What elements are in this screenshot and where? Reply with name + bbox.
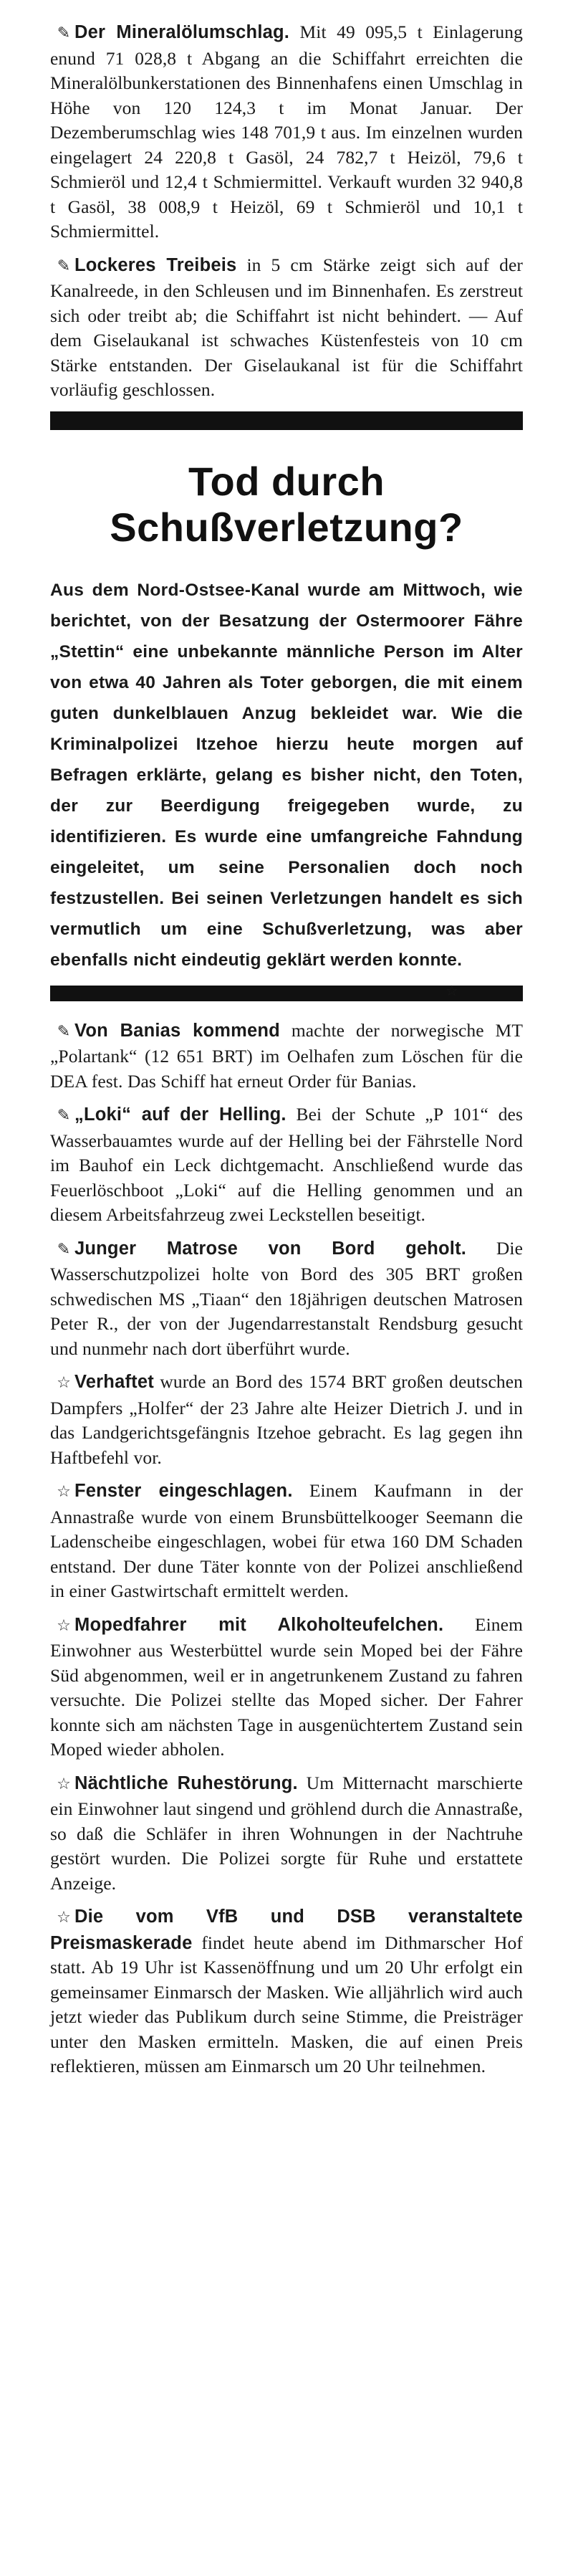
article-box — [50, 458, 523, 999]
item-lead: Fenster eingeschlagen. — [74, 1481, 293, 1501]
item-lead: Von Banias kommend — [74, 1020, 280, 1041]
news-item-mopedfahrer — [50, 1613, 523, 1762]
headline-line-1: Tod durch — [188, 458, 385, 504]
news-item-banias — [50, 1019, 523, 1094]
item-text: Um Mitternacht marschierte ein Einwohner laut singend und gröhlend durch die Annastraße, so daß die Schläfer in ihren Wohnungen in der Nachtruhe gestört wurden. Die Polizei sorgte für Ruhe und erstattete Anzeige. — [50, 1772, 523, 1894]
pen-icon: ✎ — [57, 1022, 71, 1041]
news-item-preismaskerade — [50, 1904, 523, 2079]
item-text: Die Wasserschutzpolizei holte von Bord des 305 BRT großen schwedischen MS „Tiaan“ den 18jährigen deutschen Matrosen Peter R., der von der Jugendarrestanstalt Rendsburg gesucht und nunmehr nach dort überführt wurde. — [50, 1237, 524, 1359]
item-text: in 5 cm Stärke zeigt sich auf der Kanalreede, in den Schleusen und im Binnenhafen. Es zerstreut sich oder treibt ab; die Schiffahrt ist nicht behindert. — Auf dem Giselaukanal ist schwaches Küstenfesteis von 10 cm Stärke entstanden. Der Giselaukanal ist für die Schiffahrt vorläufig geschlossen. — [50, 254, 523, 400]
item-lead: Verhaftet — [74, 1372, 154, 1392]
article-headline — [50, 459, 523, 550]
star-icon: ☆ — [57, 1909, 71, 1927]
item-text: machte der norwegische MT „Polartank“ (12 651 BRT) im Oelhafen zum Löschen für die DEA fest. Das Schiff hat erneut Order für Banias. — [50, 1019, 523, 1092]
item-text: Einem Kaufmann in der Annastraße wurde von einem Brunsbüttelkooger Seemann die Ladenscheibe eingeschlagen, wobei für etwa 160 DM Schaden entstand. Der dune Täter konnte von der Polizei anschließend in einer Gastwirtschaft ermittelt werden. — [50, 1480, 523, 1601]
pen-icon: ✎ — [57, 257, 71, 275]
star-icon: ☆ — [57, 1374, 71, 1392]
item-lead: „Loki“ auf der Helling. — [74, 1105, 286, 1125]
item-lead: Der Mineralölumschlag. — [74, 22, 290, 42]
news-item-ruhestoerung — [50, 1771, 523, 1897]
news-item-treibeis — [50, 253, 523, 403]
pen-icon: ✎ — [57, 1240, 71, 1259]
star-icon: ☆ — [57, 1483, 71, 1501]
item-lead: Die vom VfB und DSB veranstaltete Preismaskerade — [50, 1907, 523, 1953]
pen-icon: ✎ — [57, 24, 71, 42]
newspaper-column — [50, 20, 523, 2088]
pen-icon: ✎ — [57, 1107, 71, 1125]
news-item-matrose — [50, 1236, 523, 1362]
item-text: Einem Einwohner aus Westerbüttel wurde sein Moped bei der Fähre Süd abgenommen, weil er in angetrunkenem Zustand zu fahren versuchte. Die Polizei stellte das Moped sicher. Der Fahrer konnte sich am nächsten Tage in ausgenüchtertem Zustand sein Moped wieder abholen. — [50, 1613, 524, 1760]
item-lead: Lockeres Treibeis — [74, 254, 237, 275]
item-text: Mit 49 095,5 t Einlagerung enund 71 028,8 t Abgang an die Schiffahrt erreichten die Mineralölbunkerstationen des Binnenhafens einen Umschlag in Höhe von 120 124,3 t im Monat Januar. Der Dezemberumschlag wies 148 701,9 t aus. Im einzelnen wurden eingelagert 24 220,8 t Gasöl, 24 782,7 t Heizöl, 79,6 t Schmieröl und 12,4 t Schmiermittel. Verkauft wurden 32 940,8 t Gasöl, 38 008,9 t Heizöl, 69 t Schmieröl und 10,1 t Schmiermittel. — [50, 22, 523, 242]
news-item-loki — [50, 1102, 523, 1228]
item-text: wurde an Bord des 1574 BRT großen deutschen Dampfers „Holfer“ der 23 Jahre alte Heizer Dietrich J. und in das Landgerichtsgefängnis Itzehoe gebracht. Es lag gegen ihn Haftbefehl vor. — [50, 1371, 523, 1468]
article-text: Aus dem Nord-Ostsee-Kanal wurde am Mittwoch, wie berichtet, von der Besatzung der Ostermoorer Fähre „Stettin“ eine unbekannte männliche Person im Alter von etwa 40 Jahren als Toter geborgen, die mit einem guten dunkelblauen Anzug bekleidet war. Wie die Kriminalpolizei Itzehoe hierzu heute morgen auf Befragen erklärte, gelang es bisher nicht, den Toten, der zur Beerdigung freigegeben wurde, zu identifizieren. Es wurde eine umfangreiche Fahndung eingeleitet, um seine Personalien doch noch festzustellen. Bei seinen Verletzungen handelt es sich vermutlich um eine Schußverletzung, was aber ebenfalls nicht eindeutig geklärt werden konnte. — [50, 580, 523, 970]
news-item-verhaftet — [50, 1370, 523, 1470]
item-lead: Mopedfahrer mit Alkoholteufelchen. — [74, 1614, 444, 1635]
star-icon: ☆ — [57, 1775, 71, 1793]
news-item-fenster — [50, 1479, 523, 1604]
article-body — [50, 575, 523, 999]
box-top-rule — [50, 411, 523, 430]
star-icon: ☆ — [445, 981, 458, 999]
item-text: Bei der Schute „P 101“ des Wasserbauamtes wurde auf der Helling bei der Fährstelle Nord im Bauhof ein Leck dichtgemacht. Anschließend wurde das Feuerlöschboot „Loki“ auf die Helling genommen und an diesem Arbeitsfahrzeug zwei Leckstellen beseitigt. — [50, 1104, 523, 1225]
item-text: findet heute abend im Dithmarscher Hof statt. Ab 19 Uhr ist Kassenöffnung und um 20 Uhr erfolgt ein gemeinsamer Einmarsch der Masken. Wie alljährlich wird auch jetzt wieder das Publikum durch seine Stimme, die Preisträger unter den Masken ermitteln. Masken, die auf einen Preis reflektieren, müssen am Einmarsch um 20 Uhr teilnehmen. — [50, 1932, 523, 2076]
item-lead: Junger Matrose von Bord geholt. — [74, 1238, 467, 1259]
headline-line-2: Schußverletzung? — [110, 504, 463, 550]
news-item-mineraloelumschlag — [50, 20, 523, 244]
item-lead: Nächtliche Ruhestörung. — [74, 1773, 298, 1793]
star-icon: ☆ — [57, 1616, 71, 1635]
